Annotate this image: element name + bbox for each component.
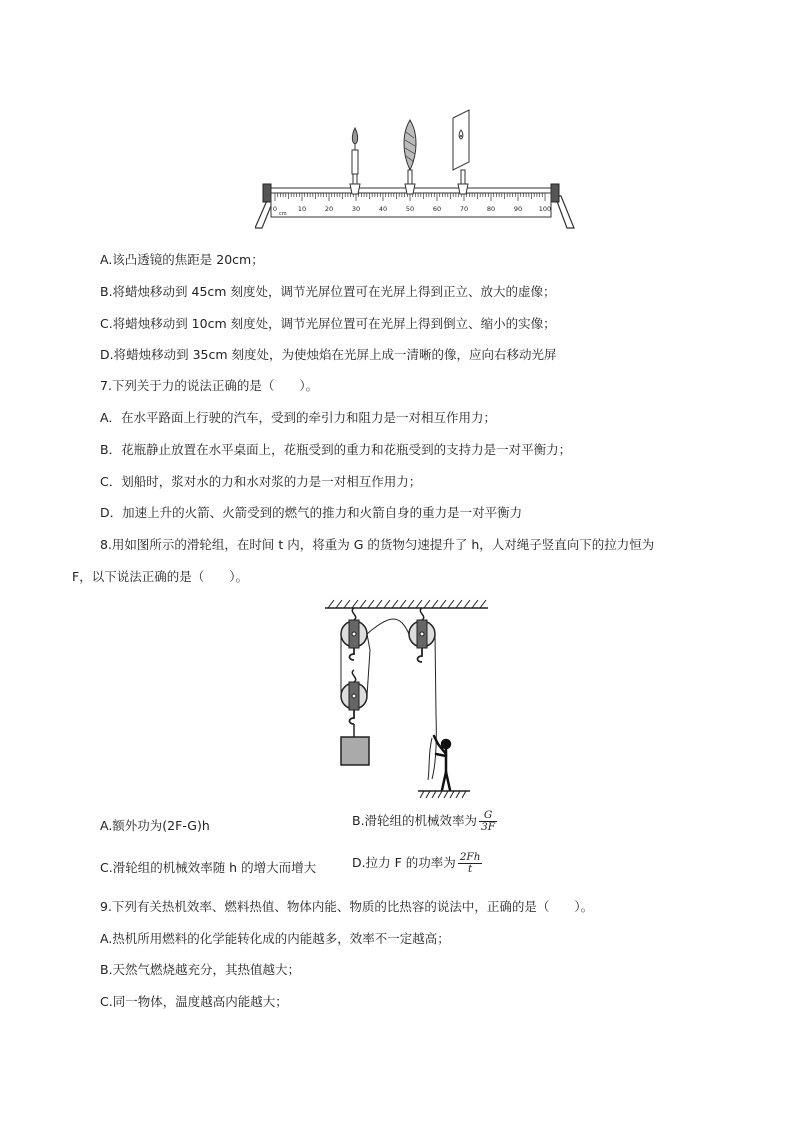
q8-option-b-fraction — [479, 810, 497, 833]
q8-option-b-text: B.滑轮组的机械效率为 — [352, 813, 478, 828]
q8-option-b — [352, 810, 497, 833]
bench-tick-label: 0 — [272, 205, 278, 213]
q7-stem: 7.下列关于力的说法正确的是（ ）。 — [100, 378, 319, 393]
q9-stem: 9.下列有关热机效率、燃料热值、物体内能、物质的比热容的说法中，正确的是（ ）。 — [100, 899, 594, 914]
bench-tick-label: 80 — [486, 205, 496, 213]
cargo-crate — [341, 737, 369, 765]
fixed-pulley-left — [341, 608, 367, 660]
optical-bench-figure — [255, 108, 575, 233]
bench-right-end — [551, 184, 559, 202]
q9-option-b: B.天然气燃烧越充分，其热值越大； — [100, 962, 301, 977]
candle — [350, 128, 360, 194]
q9-option-a: A.热机所用燃料的化学能转化成的内能越多，效率不一定越高； — [100, 931, 450, 946]
bench-tick-label: 70 — [459, 205, 469, 213]
convex-lens — [404, 120, 416, 194]
q6-option-c: C.将蜡烛移动到 10cm 刻度处，调节光屏位置可在光屏上得到倒立、缩小的实像； — [100, 316, 556, 331]
q8-option-d — [352, 852, 482, 875]
light-screen — [453, 110, 469, 194]
q7-option-d: D．加速上升的火箭、火箭受到的燃气的推力和火箭自身的重力是一对平衡力 — [100, 505, 523, 520]
q8-option-b-numerator: G — [479, 810, 497, 822]
bench-tick-label: 40 — [378, 205, 388, 213]
bench-unit: cm — [279, 211, 287, 217]
q8-option-b-denominator: 3F — [481, 821, 496, 833]
q6-option-d: D.将蜡烛移动到 35cm 刻度处，为使烛焰在光屏上成一清晰的像，应向右移动光屏 — [100, 347, 557, 362]
q8-option-a: A.额外功为(2F-G)h — [100, 818, 210, 833]
q7-option-a: A．在水平路面上行驶的汽车，受到的牵引力和阻力是一对相互作用力； — [100, 410, 497, 425]
bench-tick-label: 10 — [297, 205, 307, 213]
q8-stem-line1: 8.用如图所示的滑轮组，在时间 t 内，将重为 G 的货物匀速提升了 h，人对绳子竖直向下的拉力恒为 — [100, 537, 655, 552]
bench-left-end — [263, 184, 271, 202]
q6-option-b: B.将蜡烛移动到 45cm 刻度处，调节光屏位置可在光屏上得到正立、放大的虚像； — [100, 284, 556, 299]
q8-option-d-denominator: t — [468, 863, 473, 875]
pulley-system-figure — [320, 594, 492, 800]
bench-tick-label: 100 — [538, 205, 552, 213]
bench-tick-label: 20 — [324, 205, 334, 213]
q8-stem-line2: F，以下说法正确的是（ ）。 — [72, 569, 248, 584]
bench-tick-label: 50 — [405, 205, 415, 213]
q7-option-c: C．划船时，浆对水的力和水对浆的力是一对相互作用力； — [100, 474, 422, 489]
q8-option-c: C.滑轮组的机械效率随 h 的增大而增大 — [100, 860, 317, 875]
q7-option-b: B．花瓶静止放置在水平桌面上，花瓶受到的重力和花瓶受到的支持力是一对平衡力； — [100, 442, 572, 457]
q8-option-d-text: D.拉力 F 的功率为 — [352, 855, 456, 870]
bench-tick-label: 60 — [432, 205, 442, 213]
q8-option-d-fraction — [458, 852, 483, 875]
movable-pulley — [341, 670, 367, 724]
q8-option-d-numerator: 2Fh — [459, 851, 481, 863]
q9-option-c: C.同一物体，温度越高内能越大； — [100, 994, 288, 1009]
bench-tick-label: 30 — [351, 205, 361, 213]
fixed-pulley-right — [409, 608, 435, 662]
bench-tick-label: 90 — [513, 205, 523, 213]
q6-option-a: A.该凸透镜的焦距是 20cm； — [100, 252, 264, 267]
